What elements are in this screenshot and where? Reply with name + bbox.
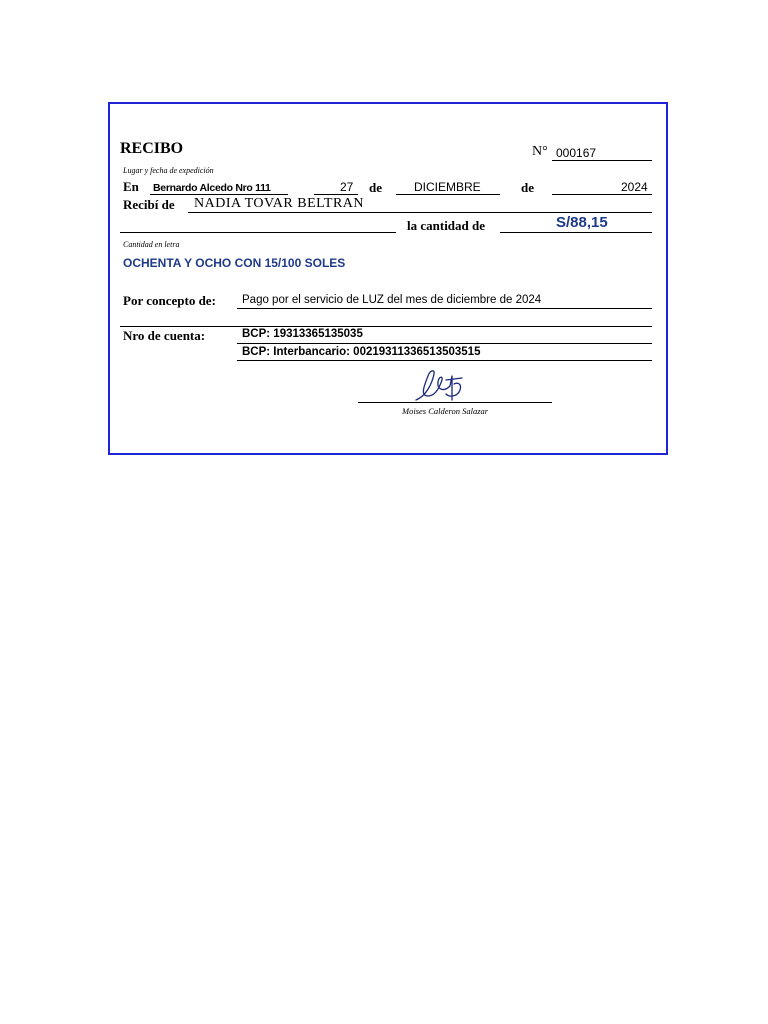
amount-label: la cantidad de: [407, 218, 486, 233]
de-label-1: de: [369, 180, 382, 195]
account-line-1: [237, 343, 652, 344]
receipt-card: [108, 102, 668, 455]
amount-words: OCHENTA Y OCHO CON 15/100 SOLES: [123, 256, 346, 270]
concept-value: Pago por el servicio de LUZ del mes de diciembre de 2024: [242, 294, 542, 306]
month-line: [396, 194, 500, 195]
en-label: En: [123, 179, 139, 194]
place-line: [150, 194, 288, 195]
concept-line: [237, 308, 652, 309]
place-value: Bernardo Alcedo Nro 111: [153, 182, 271, 194]
year-line: [552, 194, 652, 195]
de-label-2: de: [521, 180, 534, 195]
account-label: Nro de cuenta:: [123, 328, 206, 343]
payer-name: NADIA TOVAR BELTRAN: [194, 196, 365, 211]
signer-name: Moises Calderon Salazar: [402, 406, 489, 416]
blank-line: [120, 232, 396, 233]
day-value: 27: [340, 180, 354, 194]
account-line-2: [237, 360, 652, 361]
month-value: DICIEMBRE: [414, 180, 481, 194]
payer-line: [188, 212, 652, 213]
day-line: [314, 194, 358, 195]
account-1: BCP: 19313365135035: [242, 328, 363, 340]
account-2: BCP: Interbancario: 00219311336513503515: [242, 346, 481, 358]
number-line: [552, 160, 652, 161]
number-label: N°: [532, 144, 548, 159]
receipt-number: 000167: [556, 146, 597, 160]
year-value: 2024: [621, 180, 648, 194]
account-top-line: [120, 326, 652, 327]
signature-mark: [406, 366, 470, 406]
receipt-title: RECIBO: [120, 140, 184, 157]
concept-label: Por concepto de:: [123, 293, 216, 308]
place-date-caption: Lugar y fecha de expedición: [123, 166, 214, 175]
amount-value: S/88,15: [556, 214, 608, 231]
recibi-label: Recibí de: [123, 197, 175, 212]
signature-line: [358, 402, 552, 403]
amount-line: [500, 232, 652, 233]
amount-words-caption: Cantidad en letra: [123, 240, 180, 249]
